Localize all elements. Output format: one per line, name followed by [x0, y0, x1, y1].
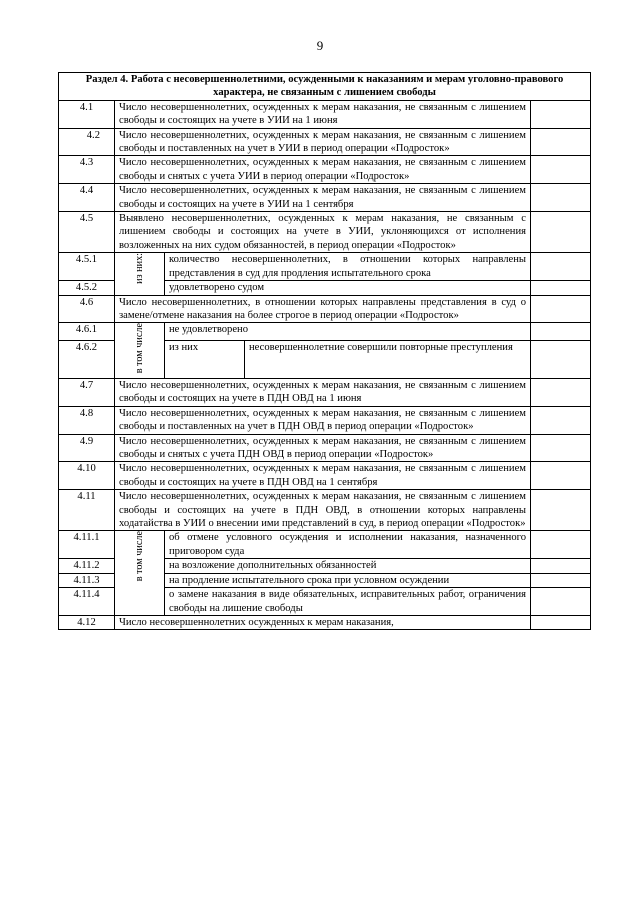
value-cell [531, 379, 591, 407]
section-header-row [59, 73, 591, 101]
row-text: на возложение дополнительных обязанностей [165, 559, 531, 573]
value-cell [531, 128, 591, 156]
row-number: 4.1 [59, 100, 115, 128]
row-text: Число несовершеннолетних, осужденных к мерам наказания, не связанным с лишением свободы и состоящих на учете в ПДН ОВД на 1 сентября [115, 462, 531, 490]
table-row [59, 323, 591, 341]
value-cell [531, 281, 591, 295]
value-cell [531, 341, 591, 379]
value-cell [531, 406, 591, 434]
row-number: 4.5 [59, 212, 115, 253]
value-cell [531, 323, 591, 341]
row-text: Число несовершеннолетних, осужденных к мерам наказания, не связанным с лишением свободы и поставленных на учет в УИИ в период операции «Подросток» [115, 128, 531, 156]
row-number: 4.11.1 [59, 531, 115, 559]
row-text: не удовлетворено [165, 323, 531, 341]
value-cell [531, 462, 591, 490]
table-row [59, 253, 591, 281]
value-cell [531, 253, 591, 281]
row-text: несовершеннолетние совершили повторные преступления [245, 341, 531, 379]
table-row [59, 379, 591, 407]
including-label: в том числе [134, 323, 145, 374]
page-number: 9 [316, 38, 324, 53]
table-row [59, 100, 591, 128]
row-number: 4.8 [59, 406, 115, 434]
value-cell [531, 434, 591, 462]
row-number: 4.5.2 [59, 281, 115, 295]
row-text: на продление испытательного срока при условном осуждении [165, 573, 531, 587]
row-text: количество несовершеннолетних, в отношении которых направлены представления в суд для продления испытательного срока [165, 253, 531, 281]
value-cell [531, 100, 591, 128]
row-text: Число несовершеннолетних, в отношении которых направлены представления в суд о замене/отмене наказания на более строгое в период операции «Подросток» [115, 295, 531, 323]
table-row [59, 531, 591, 559]
table-row [59, 295, 591, 323]
table-row [59, 212, 591, 253]
row-text: Выявлено несовершеннолетних, осужденных к мерам наказания, не связанным с лишением свободы и состоящих на учете в УИИ, уклоняющихся от исполнения возложенных на них судом обязанностей, в период операции «Подросток» [115, 212, 531, 253]
including-label: в том числе [134, 531, 145, 582]
table-row [59, 490, 591, 531]
row-text: об отмене условного осуждения и исполнении наказания, назначенного приговором суда [165, 531, 531, 559]
row-number: 4.11.4 [59, 588, 115, 616]
table-row [59, 406, 591, 434]
row-number: 4.11.2 [59, 559, 115, 573]
row-text: о замене наказания в виде обязательных, исправительных работ, ограничения свободы на лишение свободы [165, 588, 531, 616]
row-text: Число несовершеннолетних, осужденных к мерам наказания, не связанным с лишением свободы и состоящих на учете в ПДН ОВД на 1 июня [115, 379, 531, 407]
table-row [59, 156, 591, 184]
value-cell [531, 212, 591, 253]
row-number: 4.6 [59, 295, 115, 323]
including-label-cell [115, 323, 165, 379]
row-text: Число несовершеннолетних, осужденных к мерам наказания, не связанным с лишением свободы и состоящих на учете в УИИ на 1 июня [115, 100, 531, 128]
table-row [59, 462, 591, 490]
row-text: Число несовершеннолетних, осужденных к мерам наказания, не связанным с лишением свободы и снятых с учета УИИ в период операции «Подросток» [115, 156, 531, 184]
including-label-cell [115, 531, 165, 615]
value-cell [531, 531, 591, 559]
row-text: Число несовершеннолетних, осужденных к мерам наказания, не связанным с лишением свободы и состоящих на учете в УИИ на 1 сентября [115, 184, 531, 212]
row-number: 4.11 [59, 490, 115, 531]
of-them-label-cell [115, 253, 165, 295]
of-them-label: из них: [134, 253, 145, 285]
row-number: 4.10 [59, 462, 115, 490]
value-cell [531, 573, 591, 587]
value-cell [531, 490, 591, 531]
row-number: 4.3 [59, 156, 115, 184]
row-number: 4.2 [59, 128, 115, 156]
value-cell [531, 588, 591, 616]
row-number: 4.4 [59, 184, 115, 212]
value-cell [531, 156, 591, 184]
row-text: удовлетворено судом [165, 281, 531, 295]
row-text: Число несовершеннолетних осужденных к мерам наказания, [115, 615, 531, 629]
row-text: Число несовершеннолетних, осужденных к мерам наказания, не связанным с лишением свободы и поставленных на учет в ПДН ОВД в период операции «Подросток» [115, 406, 531, 434]
section-4-table [58, 72, 591, 630]
section-title: Раздел 4. Работа с несовершеннолетними, осужденными к наказаниям и мерам уголовно-правового характера, не связанным с лишением свободы [59, 73, 591, 101]
row-number: 4.6.1 [59, 323, 115, 341]
row-text: Число несовершеннолетних, осужденных к мерам наказания, не связанным с лишением свободы и снятых с учета ПДН ОВД в период операции «Подросток» [115, 434, 531, 462]
table-row [59, 615, 591, 629]
sub-label: из них [165, 341, 245, 379]
row-number: 4.6.2 [59, 341, 115, 379]
value-cell [531, 559, 591, 573]
row-number: 4.7 [59, 379, 115, 407]
value-cell [531, 295, 591, 323]
value-cell [531, 184, 591, 212]
table-row [59, 184, 591, 212]
value-cell [531, 615, 591, 629]
row-number: 4.5.1 [59, 253, 115, 281]
table-row [59, 434, 591, 462]
row-number: 4.9 [59, 434, 115, 462]
table-row [59, 128, 591, 156]
row-number: 4.11.3 [59, 573, 115, 587]
row-number: 4.12 [59, 615, 115, 629]
row-text: Число несовершеннолетних, осужденных к мерам наказания, не связанным с лишением свободы и состоящих на учете в ПДН ОВД, в отношении которых направлены ходатайства в УИИ о внесении ими представлений в суд, в период операции «Подросток» [115, 490, 531, 531]
